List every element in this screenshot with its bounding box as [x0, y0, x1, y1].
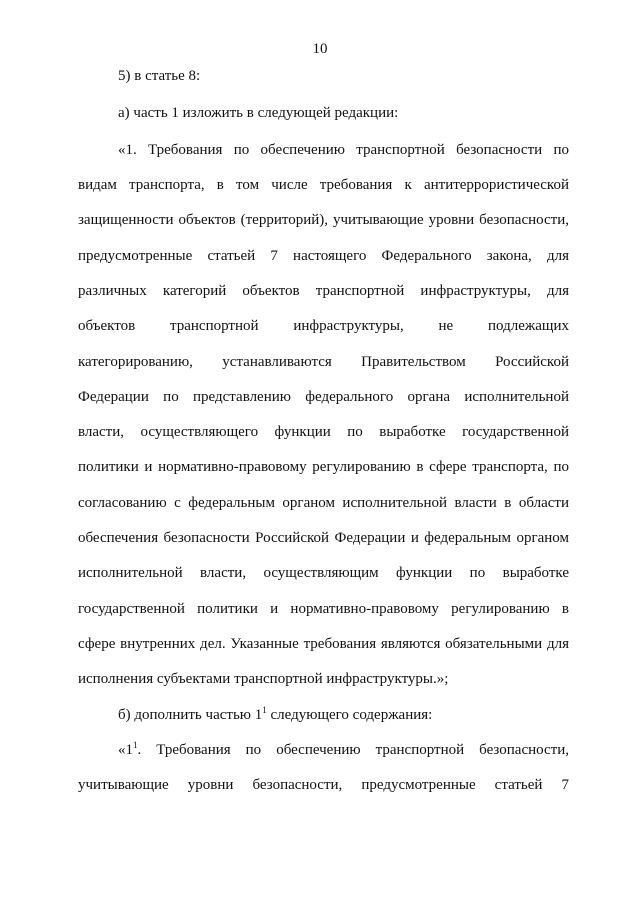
text-line: исполнения субъектами транспортной инфраструктуры.»;: [78, 671, 449, 687]
text-line: власти, осуществляющего функции по выработке государственной: [78, 424, 569, 440]
text-line: видам транспорта, в том числе требования к антитеррористической: [78, 177, 569, 193]
text-line: государственной политики и нормативно-правовому регулированию в: [78, 601, 569, 617]
text-line: политики и нормативно-правовому регулированию в сфере транспорта, по: [78, 459, 569, 475]
text-line: исполнительной власти, осуществляющим функции по выработке: [78, 565, 569, 581]
text-line: «1. Требования по обеспечению транспортной безопасности по: [118, 142, 569, 158]
sub-item-b-text: б) дополнить частью 1: [118, 707, 263, 723]
text-line: сфере внутренних дел. Указанные требования являются обязательными для: [78, 636, 569, 652]
text-line: учитывающие уровни безопасности, предусмотренные статьей 7: [78, 777, 569, 793]
text-line: согласованию с федеральным органом исполнительной власти в области: [78, 495, 569, 511]
text-line: защищенности объектов (территорий), учитывающие уровни безопасности,: [78, 212, 569, 228]
text-line: предусмотренные статьей 7 настоящего Федерального закона, для: [78, 248, 569, 264]
text-line: объектов транспортной инфраструктуры, не подлежащих: [78, 318, 569, 334]
text-line: различных категорий объектов транспортной инфраструктуры, для: [78, 283, 569, 299]
text-line-start: «1: [118, 742, 133, 758]
superscript: 1: [262, 705, 267, 715]
text-line: обеспечения безопасности Российской Федерации и федеральным органом: [78, 530, 569, 546]
page-number: 10: [312, 41, 328, 57]
sub-item-a: а) часть 1 изложить в следующей редакции:: [118, 105, 399, 121]
text-line: категорированию, устанавливаются Правительством Российской: [78, 354, 569, 370]
list-item-5: 5) в статье 8:: [118, 68, 201, 84]
superscript: 1: [133, 740, 138, 750]
sub-item-b-text-cont: следующего содержания:: [266, 707, 433, 723]
text-line: [118, 740, 569, 760]
text-line: Федерации по представлению федерального органа исполнительной: [78, 389, 569, 405]
text-line-cont: . Требования по обеспечению транспортной безопасности,: [137, 742, 569, 758]
sub-item-b: [118, 705, 569, 725]
